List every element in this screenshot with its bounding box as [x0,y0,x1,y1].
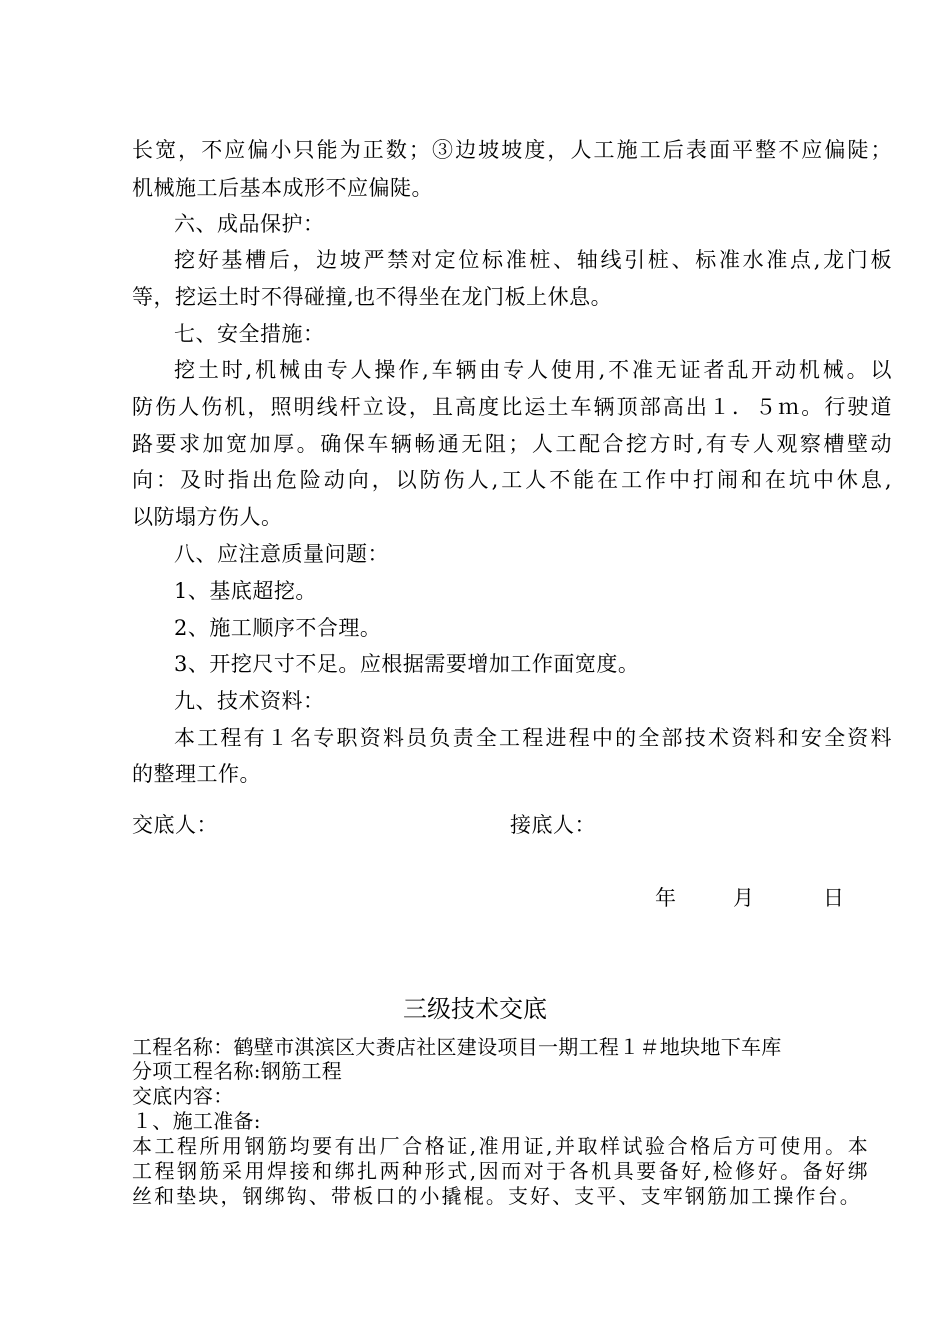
project-name: 工程名称：鹤壁市淇滨区大赉店社区建设项目一期工程１＃地块地下车库 [132,1035,782,1059]
giver-label: 交底人： [132,813,218,837]
paragraph-line: 的整理工作。 [132,762,261,786]
list-item: 1、基底超挖。 [174,579,317,603]
paragraph-line: 长宽，不应偏小只能为正数；③边坡坡度，人工施工后表面平整不应偏陡； [132,138,892,162]
document-title: 三级技术交底 [403,995,547,1023]
sub-project-name: 分项工程名称:钢筋工程 [132,1059,343,1083]
paragraph-line: 丝和垫块，钢绑钩、带板口的小撬棍。支好、支平、支牢钢筋加工操作台。 [132,1184,860,1208]
receiver-label: 接底人： [510,813,596,837]
content-label: 交底内容： [132,1084,234,1108]
date-day: 日 [823,886,845,910]
paragraph-line: 本工程所用钢筋均要有出厂合格证,准用证,并取样试验合格后方可使用。本 [132,1134,868,1158]
section-heading: 八、应注意质量问题： [174,542,389,566]
paragraph-line: 路要求加宽加厚。确保车辆畅通无阻；人工配合挖方时,有专人观察槽壁动 [132,432,892,456]
date-month: 月 [733,886,755,910]
paragraph-line: 以防塌方伤人。 [132,505,283,529]
section-heading: 九、技术资料： [174,689,325,713]
section-heading: 七、安全措施： [174,322,325,346]
list-item: 2、施工顺序不合理。 [174,616,382,640]
paragraph-line: 本工程有１名专职资料员负责全工程进程中的全部技术资料和安全资料 [174,726,892,750]
step-heading: １、施工准备: [132,1109,261,1133]
paragraph-line: 挖土时,机械由专人操作,车辆由专人使用,不准无证者乱开动机械。以 [174,358,892,382]
paragraph-line: 机械施工后基本成形不应偏陡。 [132,176,433,200]
paragraph-line: 向：及时指出危险动向，以防伤人,工人不能在工作中打闹和在坑中休息, [132,468,892,492]
paragraph-line: 工程钢筋采用焊接和绑扎两种形式,因而对于各机具要备好,检修好。备好绑 [132,1159,868,1183]
paragraph-line: 挖好基槽后，边坡严禁对定位标准桩、轴线引桩、标准水准点,龙门板 [174,248,892,272]
section-heading: 六、成品保护： [174,212,325,236]
paragraph-line: 等，挖运土时不得碰撞,也不得坐在龙门板上休息。 [132,285,613,309]
paragraph-line: 防伤人伤机，照明线杆立设，且高度比运土车辆顶部高出１．５ｍ。行驶道 [132,395,892,419]
date-year: 年 [655,886,677,910]
list-item: 3、开挖尺寸不足。应根据需要增加工作面宽度。 [174,652,640,676]
